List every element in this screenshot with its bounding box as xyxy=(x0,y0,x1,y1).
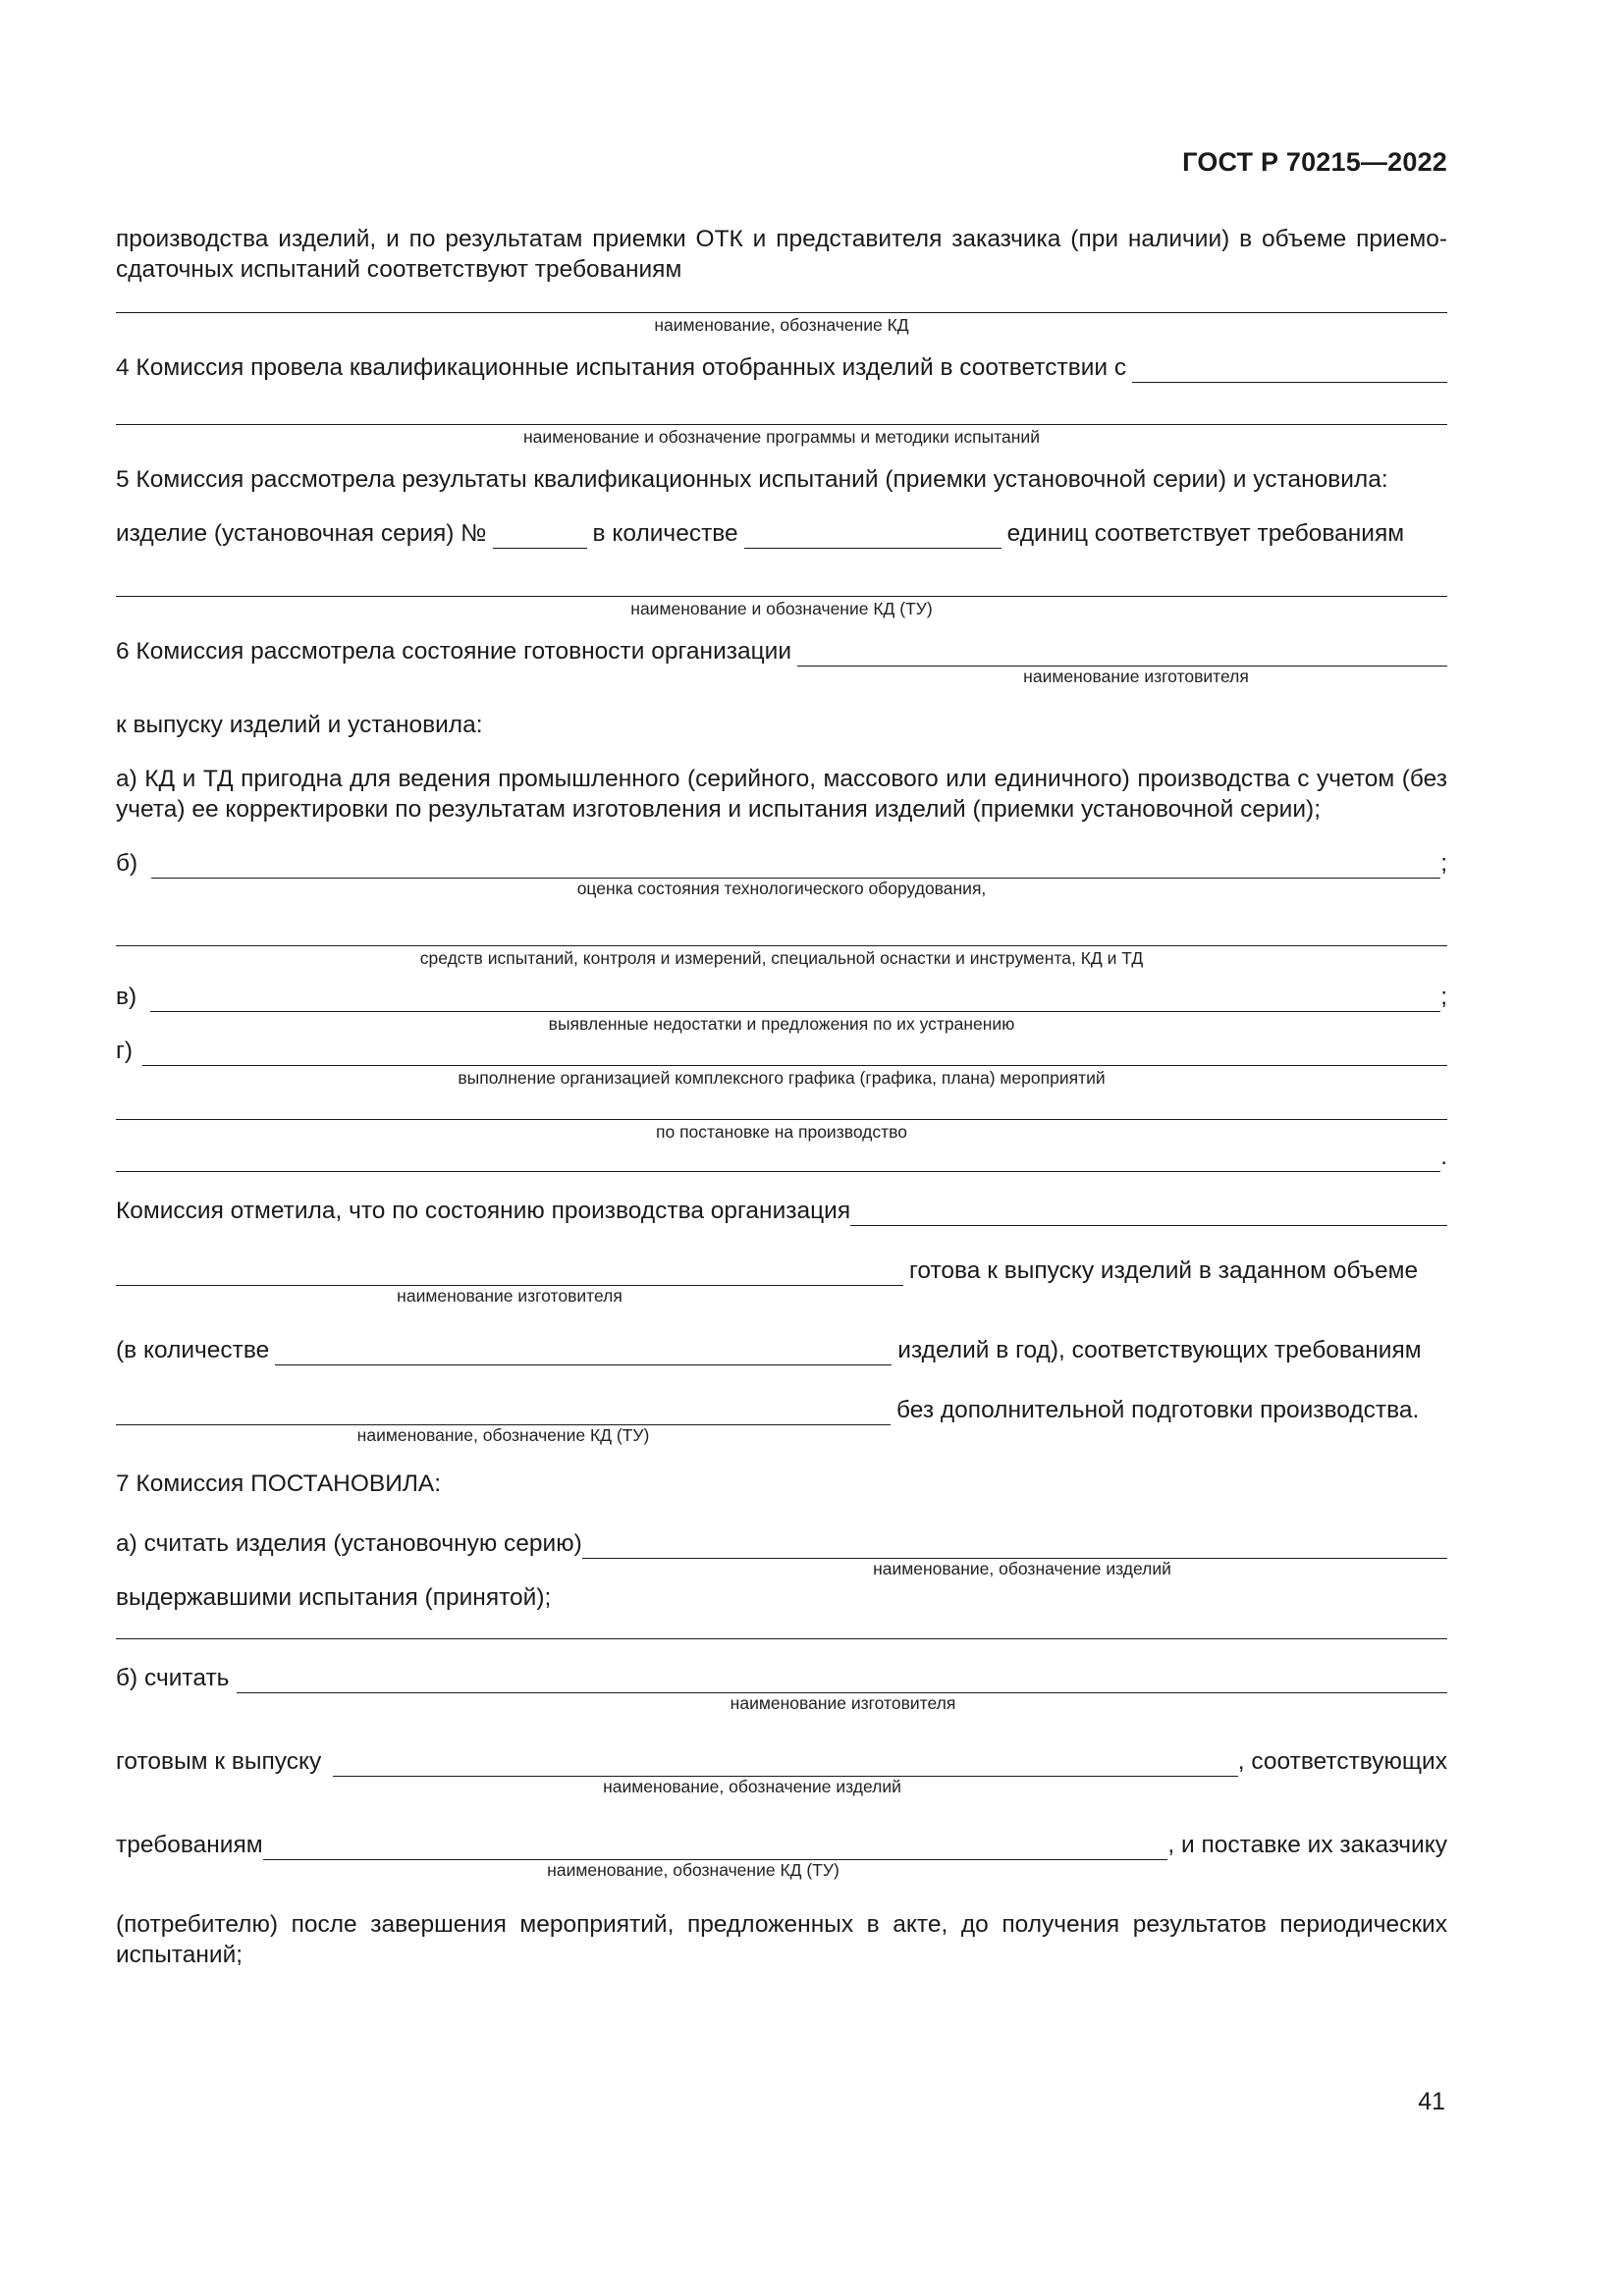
no-prep-text: без дополнительной подготовки производства. xyxy=(896,1397,1420,1423)
no-prep-row xyxy=(116,1395,1447,1425)
ready-text: готова к выпуску изделий в заданном объеме xyxy=(909,1257,1419,1284)
caption-manufacturer-2: наименование изготовителя xyxy=(397,1286,623,1306)
caption-kdtu-2: наименование, обозначение КД (ТУ) xyxy=(356,1425,650,1445)
blank-7b2-products xyxy=(333,1753,1238,1777)
item-7b2-end: , соответствующих xyxy=(1237,1748,1447,1775)
item-5-requirements-label: единиц соответствует требованиям xyxy=(1006,520,1405,547)
caption-kdtu: наименование и обозначение КД (ТУ) xyxy=(630,599,933,618)
note-text: Комиссия отметила, что по состоянию производства организация xyxy=(116,1198,851,1224)
document-body xyxy=(116,224,1447,1970)
item-7b2-row xyxy=(116,1746,1447,1777)
blank-quantity-per-year xyxy=(275,1342,892,1365)
item-b-semicolon: ; xyxy=(1440,850,1447,877)
item-v-label: в) xyxy=(116,984,137,1010)
caption-7b2-products: наименование, обозначение изделий xyxy=(603,1777,901,1796)
caption-program: наименование и обозначение программы и методики испытаний xyxy=(523,427,1040,447)
item-6-continuation: к выпуску изделий и установила: xyxy=(116,712,483,738)
blank-organization xyxy=(797,643,1447,667)
item-5-number-label: изделие (установочная серия) № xyxy=(116,520,487,547)
caption-tools: средств испытаний, контроля и измерений, специальной оснастки и инструмента, КД и ТД xyxy=(419,948,1144,968)
item-b-row xyxy=(116,848,1447,879)
blank-manufacturer xyxy=(116,1262,903,1286)
caption-row-noprep xyxy=(116,1425,1447,1445)
blank-kdtu-line xyxy=(116,572,1447,597)
caption-row-b1 xyxy=(116,879,1447,898)
blank-serial-number xyxy=(493,525,587,549)
item-6a-text: а) КД и ТД пригодна для ведения промышленного (серийного, массового или единичного) производства с учетом (без учета) ее корректировки по результатам изготовления и испытания изделий (приемки установочной серии); xyxy=(116,766,1447,823)
final-paragraph: (потребителю) после завершения мероприятий, предложенных в акте, до получения результатов периодических испытаний; xyxy=(116,1911,1447,1968)
item-5-detail-row xyxy=(116,518,1447,549)
item-7a-row xyxy=(116,1528,1447,1559)
blank-7b-manufacturer xyxy=(237,1670,1447,1693)
blank-program-line xyxy=(116,400,1447,425)
blank-program-field xyxy=(1132,359,1447,383)
caption-manufacturer: наименование изготовителя xyxy=(1023,667,1249,686)
blank-schedule xyxy=(142,1042,1447,1066)
item-6-row xyxy=(116,636,1447,667)
item-7b3-text: требованиям xyxy=(116,1832,263,1858)
item-7b3-end: , и поставке их заказчику xyxy=(1167,1832,1447,1858)
caption-deficiencies: выявленные недостатки и предложения по их устранению xyxy=(548,1014,1015,1034)
item-g-period: . xyxy=(1440,1144,1447,1170)
ready-row xyxy=(116,1255,1447,1286)
caption-row-7b2 xyxy=(116,1777,1447,1796)
caption-row-7b3 xyxy=(116,1860,1447,1880)
blank-7b3-kdtu xyxy=(263,1837,1168,1860)
caption-kd: наименование, обозначение КД xyxy=(654,315,909,335)
caption-7b3-kdtu: наименование, обозначение КД (ТУ) xyxy=(547,1860,839,1880)
item-5-text: 5 Комиссия рассмотрела результаты квалификационных испытаний (приемки установочной серии) и установила: xyxy=(116,466,1388,493)
caption-row-ready xyxy=(116,1286,1447,1306)
caption-row-7a xyxy=(116,1559,1447,1578)
caption-equipment: оценка состояния технологического оборудования, xyxy=(576,879,987,898)
caption-products: наименование, обозначение изделий xyxy=(873,1559,1171,1578)
quantity-requirements-text: изделий в год), соответствующих требованиям xyxy=(897,1337,1422,1363)
item-6-text: 6 Комиссия рассмотрела состояние готовности организации xyxy=(116,638,792,665)
blank-note-organization xyxy=(850,1202,1447,1226)
caption-schedule: выполнение организацией комплексного графика (графика, плана) мероприятий xyxy=(458,1068,1106,1088)
item-v-semicolon: ; xyxy=(1440,984,1447,1010)
item-b-label: б) xyxy=(116,850,138,877)
paragraph-continuation: производства изделий, и по результатам приемки ОТК и представителя заказчика (при наличии) в объеме приемо-сдаточных испытаний соответствуют требованиям xyxy=(116,226,1447,283)
quantity-label: (в количестве xyxy=(116,1337,270,1363)
item-7b-row xyxy=(116,1663,1447,1693)
document-standard-header: ГОСТ Р 70215—2022 xyxy=(1182,147,1447,177)
note-row xyxy=(116,1196,1447,1226)
blank-tools-line xyxy=(116,922,1447,946)
item-7b2-text: готовым к выпуску xyxy=(116,1748,322,1775)
item-7a-text: а) считать изделия (установочную серию) xyxy=(116,1530,582,1557)
item-7a-continuation: выдержавшими испытания (принятой); xyxy=(116,1584,552,1611)
blank-production-end xyxy=(116,1148,1440,1172)
item-g-label: г) xyxy=(116,1038,134,1064)
blank-kdtu-2 xyxy=(116,1402,891,1425)
item-5-quantity-label: в количестве xyxy=(592,520,738,547)
blank-quantity xyxy=(744,525,1001,549)
item-4-row xyxy=(116,352,1447,383)
item-7b-text: б) считать xyxy=(116,1665,230,1691)
item-7b3-row xyxy=(116,1830,1447,1860)
item-g-end-row xyxy=(116,1142,1447,1172)
item-g-row xyxy=(116,1036,1447,1066)
item-7-text: 7 Комиссия ПОСТАНОВИЛА: xyxy=(116,1470,442,1497)
page-number: 41 xyxy=(1418,2088,1445,2115)
blank-deficiencies xyxy=(150,988,1440,1012)
blank-7a-line xyxy=(116,1615,1447,1639)
blank-products xyxy=(582,1535,1447,1559)
caption-row-7b xyxy=(116,1693,1447,1713)
item-4-text: 4 Комиссия провела квалификационные испытания отобранных изделий в соответствии с xyxy=(116,354,1127,381)
caption-7b-manufacturer: наименование изготовителя xyxy=(730,1693,956,1713)
caption-row-6 xyxy=(116,667,1447,686)
caption-production: по постановке на производство xyxy=(656,1122,907,1142)
quantity-row xyxy=(116,1335,1447,1365)
blank-production-line xyxy=(116,1095,1447,1120)
blank-kd-line xyxy=(116,289,1447,313)
item-v-row xyxy=(116,982,1447,1012)
blank-equipment xyxy=(151,855,1440,879)
